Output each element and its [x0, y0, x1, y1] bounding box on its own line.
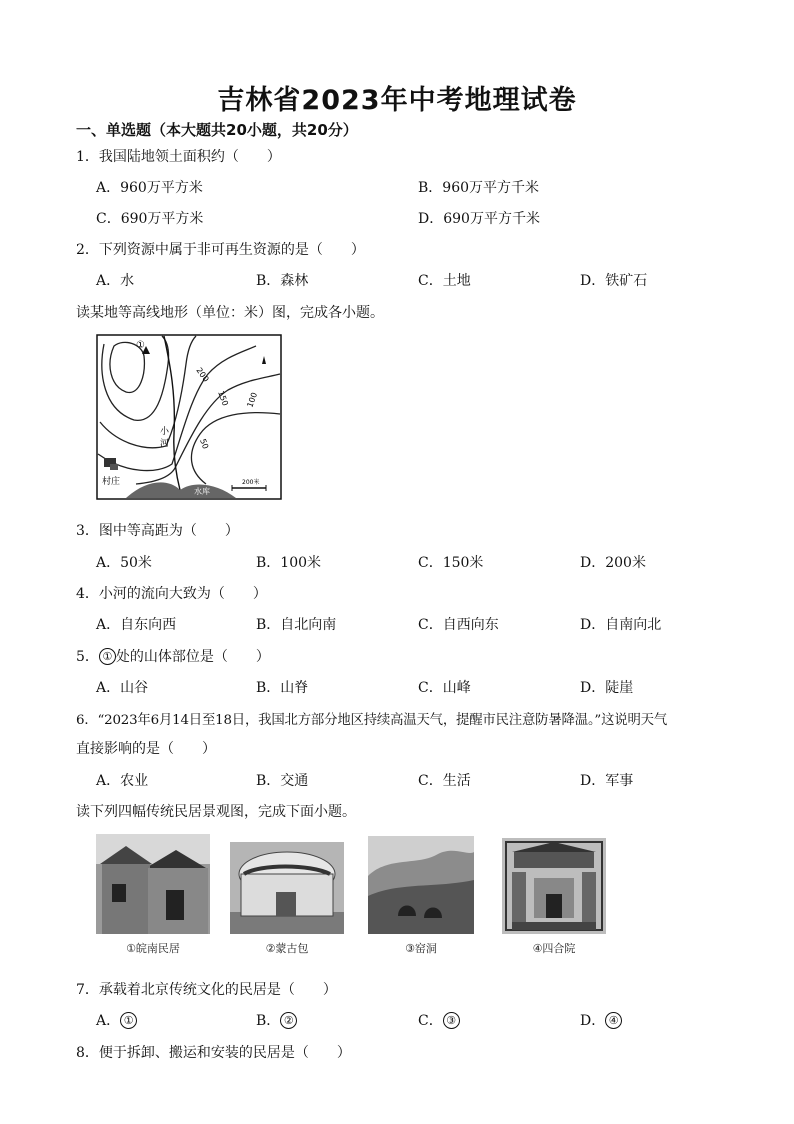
question-5-stem: [76, 646, 270, 666]
photo-anhui-dwelling: [96, 834, 210, 934]
photo-mongolian-yurt: [230, 842, 344, 934]
question-6-option-c[interactable]: C．生活: [418, 773, 471, 789]
question-1-option-a[interactable]: A．960万平方米: [96, 180, 203, 196]
question-7-stem: 7．承载着北京传统文化的民居是（ ）: [76, 982, 337, 998]
question-3-option-b[interactable]: B．100米: [256, 555, 322, 571]
question-4-stem: 4．小河的流向大致为（ ）: [76, 586, 267, 602]
question-6-stem-line-1: 6．“2023年6月14日至18日，我国北方部分地区持续高温天气，提醒市民注意防暑降温。”这说明天气: [76, 713, 668, 728]
page-title: 吉林省2023年中考地理试卷: [217, 85, 577, 116]
question-3-option-c[interactable]: C．150米: [418, 555, 484, 571]
photo-courtyard-house: [502, 838, 606, 934]
question-7-option-d[interactable]: [580, 1010, 622, 1030]
question-3-option-a[interactable]: A．50米: [96, 555, 152, 571]
photo-caption-3: ③窑洞: [405, 942, 437, 955]
question-4-option-b[interactable]: B．自北向南: [256, 617, 337, 633]
question-6-option-d[interactable]: D．军事: [580, 773, 634, 789]
question-5-stem-text: 处的山体部位是（ ）: [115, 649, 270, 665]
question-6-option-b[interactable]: B．交通: [256, 773, 309, 789]
contour-map: [96, 334, 282, 500]
photo-caption-4: ④四合院: [532, 942, 576, 955]
river-label-2: 河: [160, 439, 170, 449]
question-2-option-d[interactable]: D．铁矿石: [580, 273, 648, 289]
reservoir-label: 水库: [194, 487, 210, 496]
question-7-option-d-prefix: D．: [580, 1013, 606, 1029]
photo-caption-2: ②蒙古包: [265, 942, 309, 955]
question-3-option-d[interactable]: D．200米: [580, 555, 646, 571]
question-7-option-c[interactable]: [418, 1010, 460, 1030]
contour-label-50: 50: [198, 437, 211, 451]
question-7-option-a-marker: ①: [120, 1012, 137, 1029]
question-5-number: 5．: [76, 649, 99, 665]
section-heading: 一、单选题（本大题共20小题，共20分）: [76, 121, 358, 139]
question-2-option-c[interactable]: C．土地: [418, 273, 471, 289]
question-5-option-d[interactable]: D．陡崖: [580, 680, 634, 696]
question-8-stem: 8．便于拆卸、搬运和安装的民居是（ ）: [76, 1045, 351, 1061]
photo-caption-1: ①皖南民居: [126, 942, 180, 955]
question-3-stem: 3．图中等高距为（ ）: [76, 523, 239, 539]
question-1-option-d[interactable]: D．690万平方千米: [418, 211, 540, 227]
question-7-option-b[interactable]: [256, 1010, 297, 1030]
question-5-point-marker: ①: [99, 648, 116, 665]
question-2-option-a[interactable]: A．水: [96, 273, 135, 289]
photos-intro: 读下列四幅传统民居景观图，完成下面小题。: [76, 804, 356, 820]
river-label-1: 小: [160, 427, 170, 437]
map-intro: 读某地等高线地形（单位：米）图，完成各小题。: [76, 305, 384, 321]
question-7-option-a-prefix: A．: [96, 1013, 121, 1029]
question-6-stem-line-2: 直接影响的是（ ）: [76, 741, 216, 757]
question-4-option-c[interactable]: C．自西向东: [418, 617, 499, 633]
contour-label-100: 100: [245, 391, 260, 409]
question-7-option-c-marker: ③: [443, 1012, 460, 1029]
question-5-option-a[interactable]: A．山谷: [96, 680, 149, 696]
question-1-option-c[interactable]: C．690万平方米: [96, 211, 204, 227]
question-4-option-a[interactable]: A．自东向西: [96, 617, 177, 633]
scale-label: 200米: [242, 479, 260, 486]
map-point-1-label: ①: [136, 340, 145, 351]
question-7-option-b-prefix: B．: [256, 1013, 281, 1029]
question-2-option-b[interactable]: B．森林: [256, 273, 309, 289]
contour-label-200: 200: [194, 365, 211, 384]
question-7-option-c-prefix: C．: [418, 1013, 443, 1029]
question-6-option-a[interactable]: A．农业: [96, 773, 149, 789]
question-1-stem: 1．我国陆地领土面积约（ ）: [76, 149, 281, 165]
question-5-option-c[interactable]: C．山峰: [418, 680, 471, 696]
question-7-option-d-marker: ④: [605, 1012, 622, 1029]
question-2-stem: 2．下列资源中属于非可再生资源的是（ ）: [76, 242, 365, 258]
question-1-option-b[interactable]: B．960万平方千米: [418, 180, 540, 196]
question-7-option-a[interactable]: [96, 1010, 137, 1030]
village-label: 村庄: [102, 477, 121, 487]
photo-cave-dwelling: [368, 836, 474, 934]
question-5-option-b[interactable]: B．山脊: [256, 680, 309, 696]
question-7-option-b-marker: ②: [280, 1012, 297, 1029]
contour-label-150: 150: [216, 389, 230, 408]
question-4-option-d[interactable]: D．自南向北: [580, 617, 662, 633]
